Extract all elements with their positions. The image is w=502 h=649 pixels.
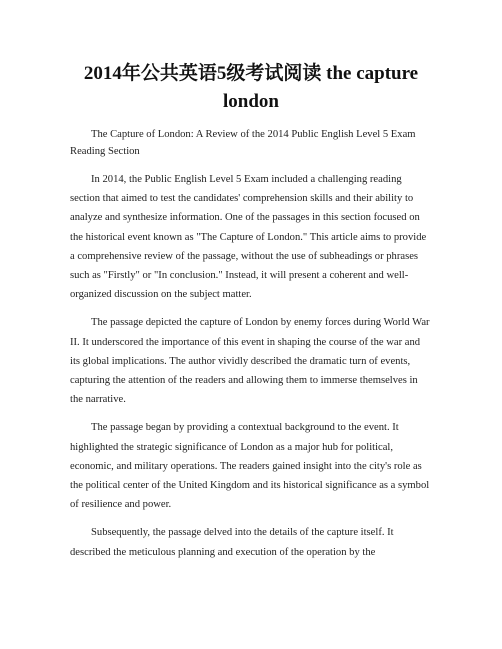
- document-body: [70, 127, 432, 571]
- body-paragraph: The passage depicted the capture of London by enemy forces during World War II. It underscored the importance of this event in shaping the course of the war and its global implications. The author vividly described the dramatic turn of events, capturing the attention of the readers and allowing them to immerse themselves in the narrative.: [70, 317, 430, 406]
- body-paragraph: In 2014, the Public English Level 5 Exam included a challenging reading section that aimed to test the candidates' comprehension skills and their ability to analyze and synthesize information. One of the passages in this section focused on the historical event known as "The Capture of London." This article aims to provide a comprehensive review of the passage, without the use of subheadings or phrases such as "Firstly" or "In conclusion." Instead, it will present a coherent and well-organized discussion on the subject matter.: [70, 174, 427, 301]
- document-title: 2014年公共英语5级考试阅读 the capture london: [83, 63, 419, 112]
- body-paragraph: Subsequently, the passage delved into the details of the capture itself. It described the meticulous planning and execution of the operation by the: [70, 527, 394, 558]
- body-paragraph: The passage began by providing a contextual background to the event. It highlighted the strategic significance of London as a major hub for political, economic, and military operations. The readers gained insight into the city's role as the political center of the United Kingdom and its historical significance as a symbol of resilience and power.: [70, 422, 430, 511]
- subtitle-paragraph: The Capture of London: A Review of the 2014 Public English Level 5 Exam Reading Section: [70, 129, 416, 157]
